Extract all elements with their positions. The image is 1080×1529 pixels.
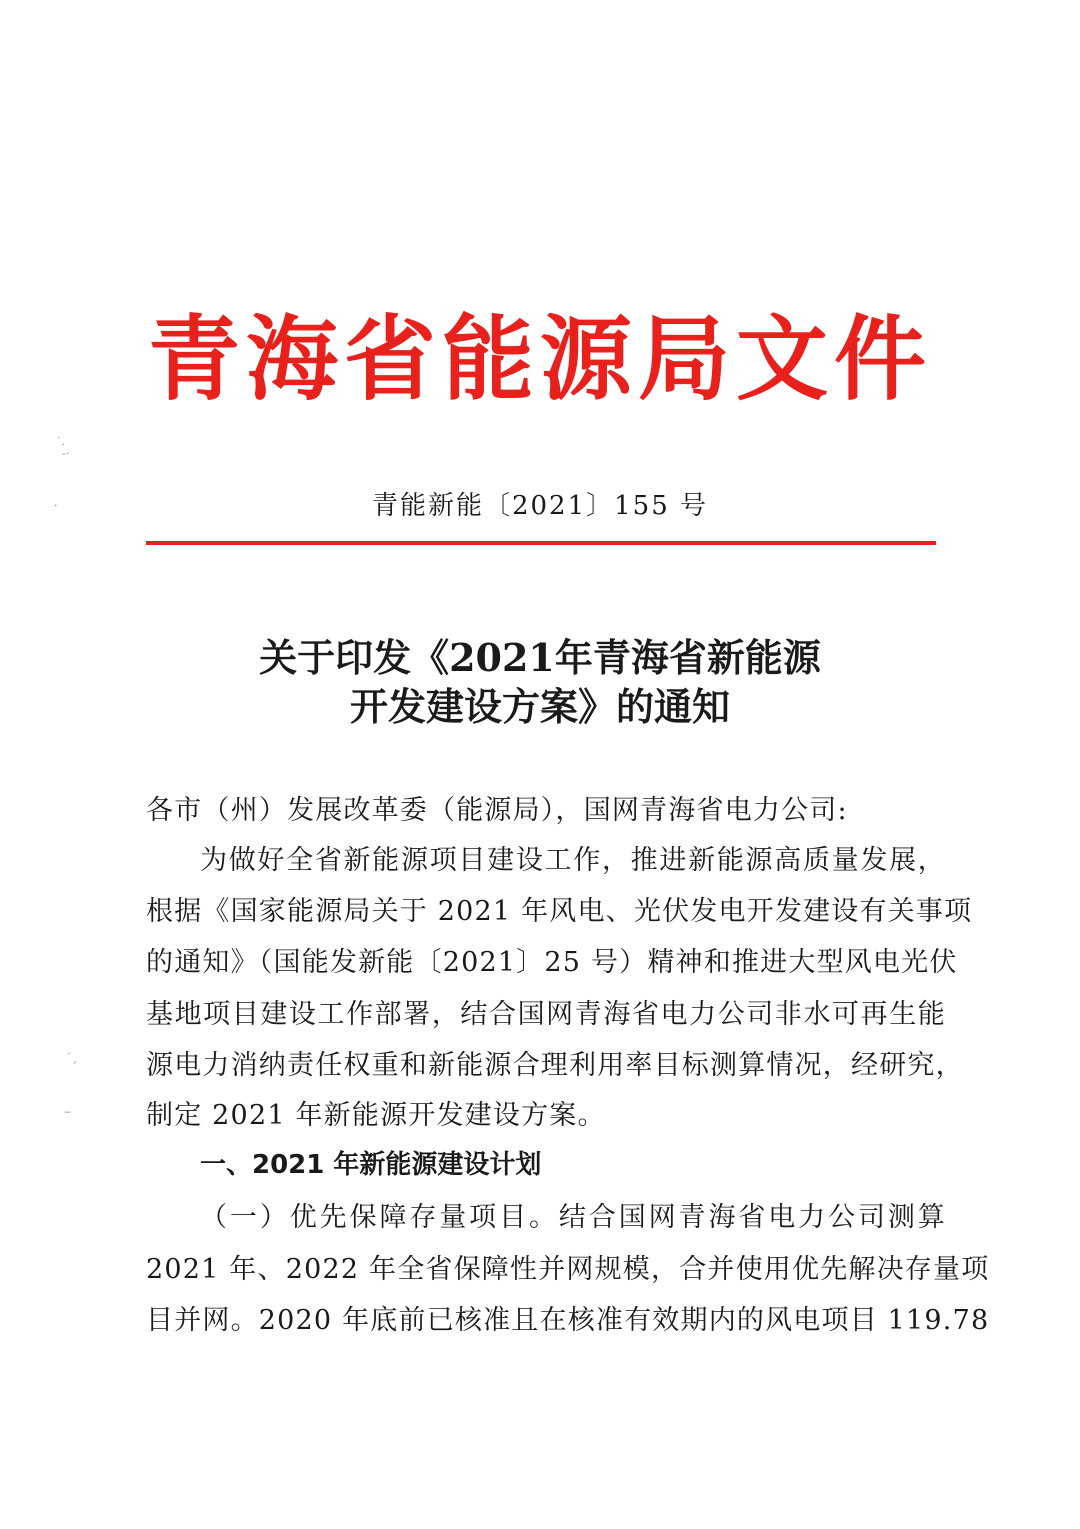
body-line: 制定 2021 年新能源开发建设方案。 <box>146 1100 606 1131</box>
body-line: 根据《国家能源局关于 2021 年风电、光伏发电开发建设有关事项 <box>146 896 973 927</box>
scan-artifact-mark: · <box>54 499 58 512</box>
section-line: 2021 年、2022 年全省保障性并网规模，合并使用优先解决存量项 <box>146 1254 990 1285</box>
notice-title-line-1: 关于印发《2021年青海省新能源 <box>259 635 821 680</box>
body-line: 的通知》（国能发新能〔2021〕25 号）精神和推进大型风电光伏 <box>146 947 958 978</box>
body-line: 源电力消纳责任权重和新能源合理利用率目标测算情况，经研究， <box>146 1050 964 1081</box>
red-divider-line <box>146 541 936 545</box>
notice-title-line-2: 开发建设方案》的通知 <box>349 684 730 729</box>
scan-artifact-mark: -‧ <box>62 447 70 460</box>
section-line: 目并网。2020 年底前已核准且在核准有效期内的风电项目 119.78 <box>146 1305 990 1336</box>
section-line: （一）优先保障存量项目。结合国网青海省电力公司测算 <box>200 1202 946 1233</box>
document-number: 青能新能〔2021〕155 号 <box>371 491 709 521</box>
section-heading: 一、2021 年新能源建设计划 <box>200 1150 542 1180</box>
body-line: 为做好全省新能源项目建设工作，推进新能源高质量发展， <box>200 845 946 876</box>
document-masthead: 青海省能源局文件 <box>147 306 932 413</box>
scan-artifact-mark: ˙. <box>56 435 65 448</box>
scan-artifact-mark: ˙ˏ <box>66 1051 77 1064</box>
addressee-line: 各市（州）发展改革委（能源局），国网青海省电力公司: <box>146 795 848 826</box>
scan-artifact-mark: ‒ <box>64 1105 71 1118</box>
body-line: 基地项目建设工作部署，结合国网青海省电力公司非水可再生能 <box>146 999 946 1030</box>
